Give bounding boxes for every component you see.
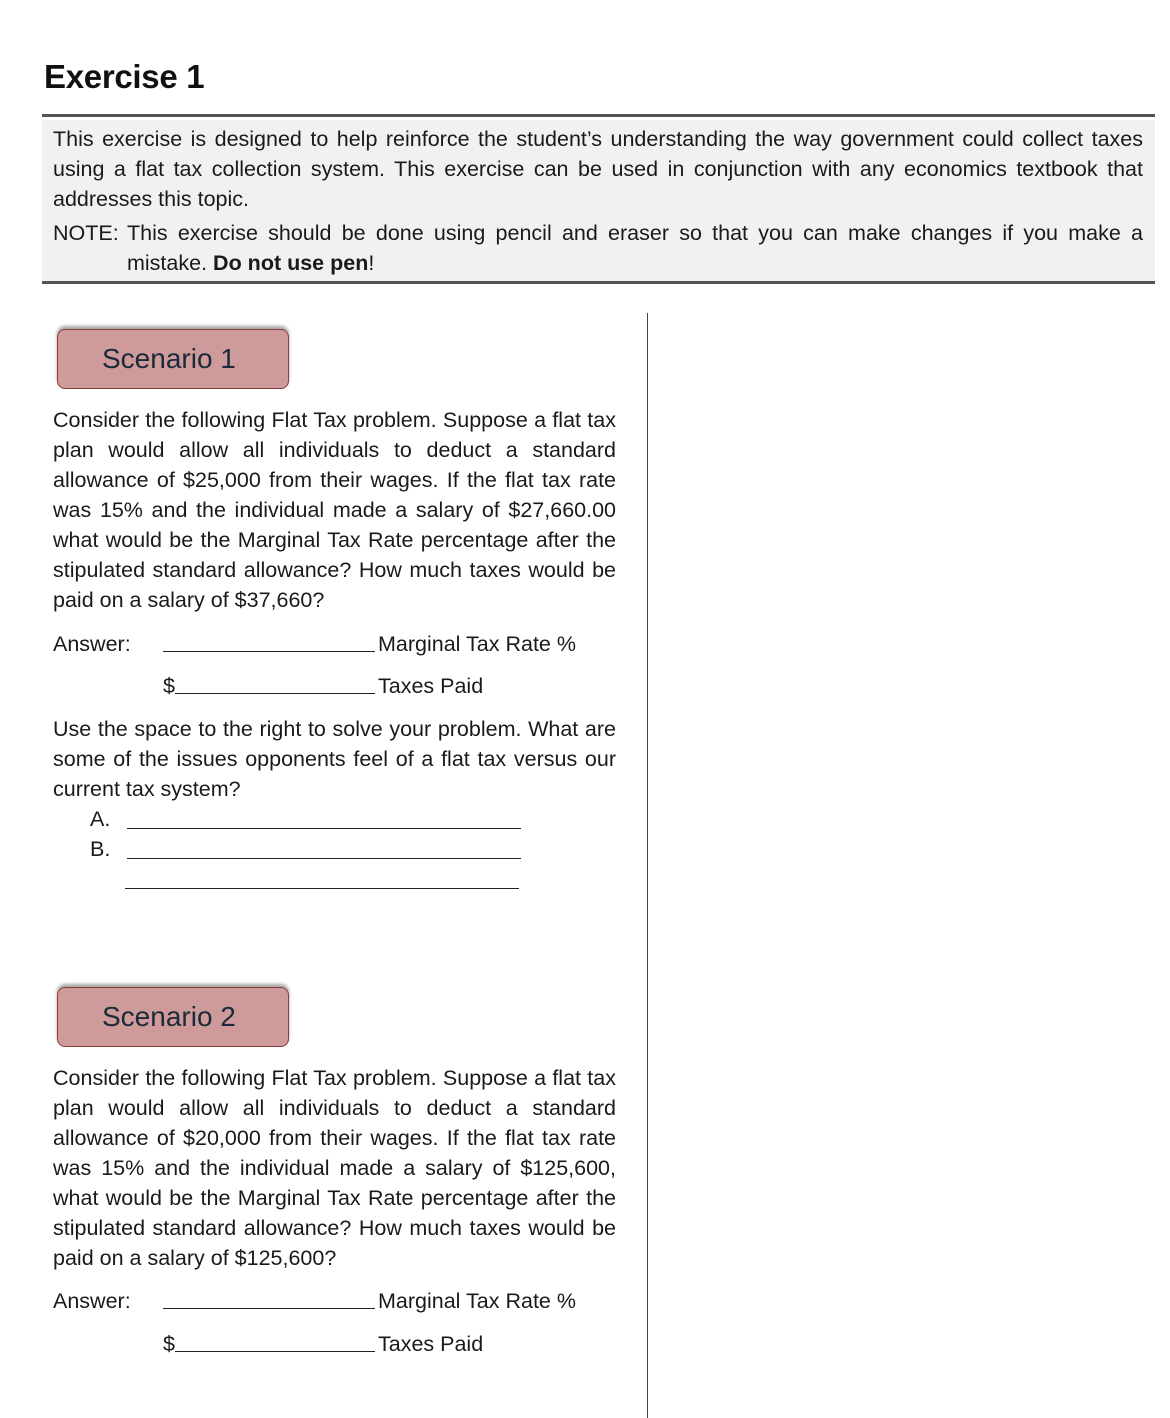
taxes-label: Taxes Paid — [378, 1332, 484, 1356]
rate-answer-blank[interactable] — [163, 651, 375, 652]
page-title: Exercise 1 — [44, 58, 205, 95]
taxes-answer-blank[interactable] — [175, 1351, 375, 1352]
dollar-sign: $ — [163, 1332, 175, 1356]
work-area-divider — [647, 313, 648, 1418]
opponent-issue-b — [90, 834, 530, 864]
answer-label: Answer: — [53, 1289, 131, 1313]
rate-answer-blank[interactable] — [163, 1308, 375, 1309]
issue-a-blank[interactable] — [127, 828, 521, 829]
rate-label: Marginal Tax Rate % — [378, 1289, 576, 1313]
scenario-1-rate-row — [53, 629, 653, 659]
taxes-answer-blank[interactable] — [175, 693, 375, 694]
top-divider — [42, 114, 1155, 117]
opponent-issue-extra — [90, 864, 530, 894]
note-label: NOTE: — [53, 221, 119, 245]
bottom-divider — [42, 281, 1155, 284]
scenario-1-taxes-row — [53, 671, 653, 701]
scenario-2-rate-row — [53, 1286, 653, 1316]
rate-label: Marginal Tax Rate % — [378, 632, 576, 656]
intro-box — [42, 120, 1155, 282]
note-body — [127, 218, 1143, 278]
issue-extra-blank[interactable] — [125, 888, 519, 889]
dollar-sign: $ — [163, 674, 175, 698]
note — [53, 218, 1143, 278]
scenario-2-taxes-row — [53, 1329, 653, 1359]
note-text: This exercise should be done using pencil and eraser so that you can make changes if you make a mistake. — [127, 221, 1143, 275]
note-bold: Do not use pen — [213, 251, 369, 275]
scenario-2-problem: Consider the following Flat Tax problem. Suppose a flat tax plan would allow all individuals to deduct a standard allowance of $20,000 from their wages. If the flat tax rate was 15% and the individual made a salary of $125,600, what would be the Marginal Tax Rate percentage after the stipulated standard allowance? How much taxes would be paid on a salary of $125,600? — [53, 1066, 616, 1270]
note-end: ! — [368, 251, 375, 275]
issue-b-blank[interactable] — [127, 858, 521, 859]
taxes-label: Taxes Paid — [378, 674, 484, 698]
scenario-1-badge: Scenario 1 — [57, 329, 289, 389]
opponent-issue-a — [90, 804, 530, 834]
answer-label: Answer: — [53, 632, 131, 656]
scenario-1-follow-up: Use the space to the right to solve your problem. What are some of the issues opponents feel of a flat tax versus our current tax system? — [53, 717, 616, 801]
list-letter-a: A. — [90, 807, 111, 831]
scenario-1-problem: Consider the following Flat Tax problem. Suppose a flat tax plan would allow all individuals to deduct a standard allowance of $25,000 from their wages. If the flat tax rate was 15% and the individual made a salary of $27,660.00 what would be the Marginal Tax Rate percentage after the stipulated standard allowance? How much taxes would be paid on a salary of $37,660? — [53, 408, 616, 612]
scenario-2-badge: Scenario 2 — [57, 987, 289, 1047]
list-letter-b: B. — [90, 837, 111, 861]
intro-paragraph: This exercise is designed to help reinforce the student’s understanding the way government could collect taxes using a flat tax collection system. This exercise can be used in conjunction with any economics textbook that addresses this topic. — [53, 127, 1143, 211]
